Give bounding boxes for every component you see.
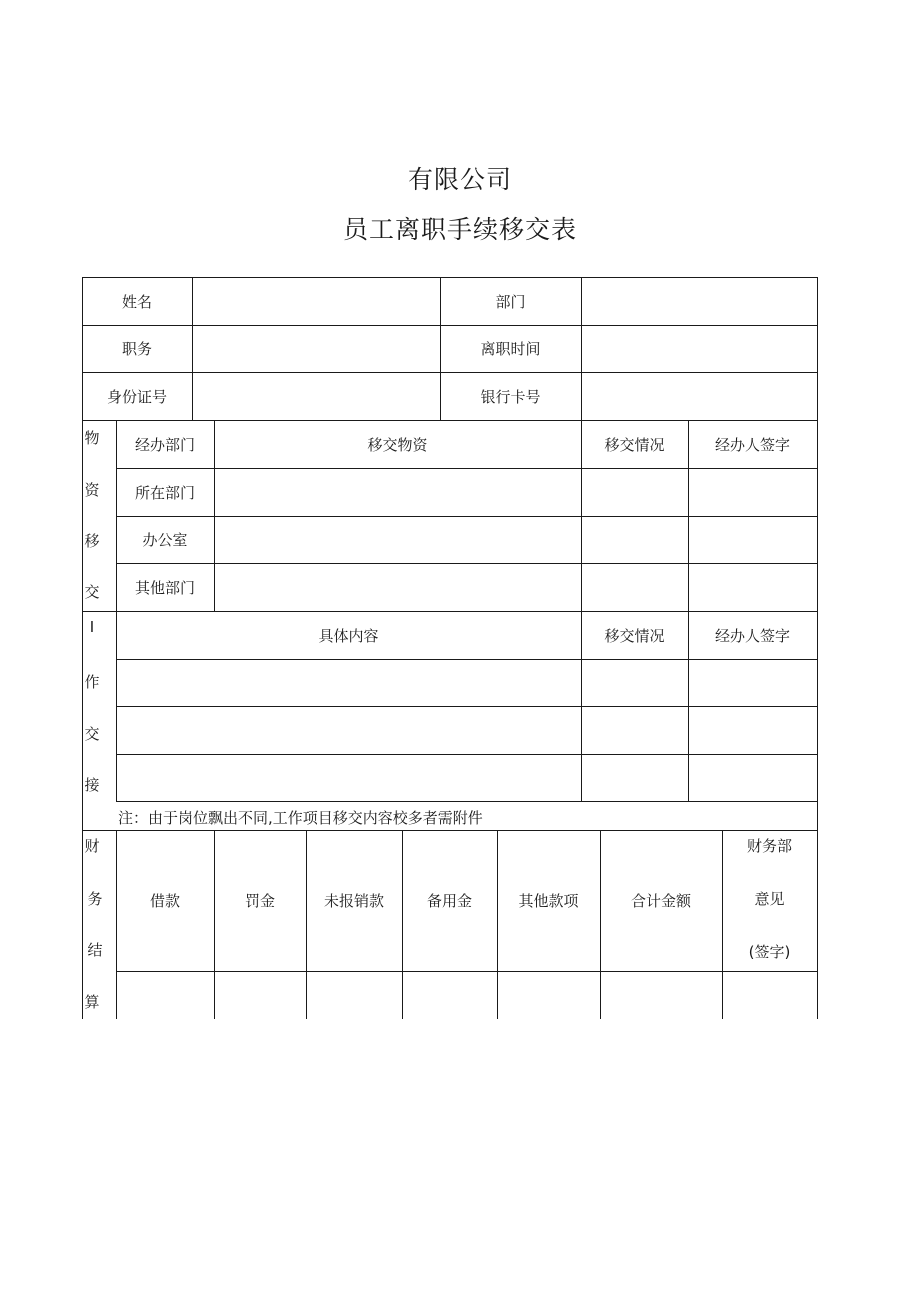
bank-card-label: 银行卡号 [480, 387, 541, 406]
position-label: 职务 [121, 340, 152, 358]
leave-date-value-field[interactable] [582, 325, 817, 372]
work-note: 注：由于岗位飘出不同,工作项目移交内容校多者需附件 [118, 809, 483, 827]
finance-side-char: 算 [84, 993, 100, 1011]
work-side-char: 接 [84, 776, 100, 794]
materials-col-status: 移交情况 [604, 435, 665, 454]
materials-col-dept: 经办部门 [134, 435, 195, 454]
finance-col-unreimbursed: 未报销款 [323, 892, 384, 910]
work-col-content: 具体内容 [318, 626, 379, 645]
finance-col-total: 合计金额 [630, 892, 691, 910]
name-label: 姓名 [121, 292, 152, 311]
handover-form-table [82, 277, 818, 1019]
id-number-label: 身份证号 [106, 387, 167, 406]
materials-side-char: 物 [84, 429, 100, 447]
bank-card-value-field[interactable] [582, 372, 817, 420]
position-value-field[interactable] [193, 325, 440, 372]
finance-side-char: 务 [87, 890, 103, 908]
work-side-char: 作 [84, 673, 100, 691]
id-number-value-field[interactable] [193, 372, 440, 420]
company-name: 有限公司 [407, 165, 512, 194]
materials-col-items: 移交物资 [367, 435, 428, 454]
finance-side-char: 财 [84, 837, 100, 855]
materials-col-sign: 经办人签字 [714, 435, 790, 454]
materials-row-label: 所在部门 [134, 483, 195, 502]
work-col-status: 移交情况 [604, 626, 665, 645]
finance-opinion-line: 财务部 [746, 836, 792, 855]
name-value-field[interactable] [193, 277, 440, 325]
department-value-field[interactable] [582, 277, 817, 325]
finance-col-petty-cash: 备用金 [426, 892, 472, 910]
materials-side-char: 交 [84, 583, 100, 601]
materials-side-char: 移 [84, 532, 100, 550]
materials-side-char: 资 [84, 481, 100, 499]
materials-row-label: 其他部门 [134, 578, 195, 597]
department-label: 部门 [495, 292, 526, 311]
finance-col-loan: 借款 [149, 892, 180, 910]
leave-date-label: 离职时间 [480, 340, 541, 358]
work-col-sign: 经办人签字 [714, 626, 790, 645]
finance-col-fine: 罚金 [244, 892, 275, 910]
work-side-char: 交 [84, 725, 100, 743]
finance-side-char: 结 [87, 941, 103, 959]
finance-col-other: 其他款项 [518, 892, 579, 910]
materials-row-label: 办公室 [142, 531, 188, 549]
finance-opinion-line: 意见 [754, 889, 785, 908]
work-side-char: I [89, 618, 95, 636]
form-title: 员工离职手续移交表 [342, 215, 577, 244]
finance-opinion-line: (签字) [748, 942, 791, 961]
